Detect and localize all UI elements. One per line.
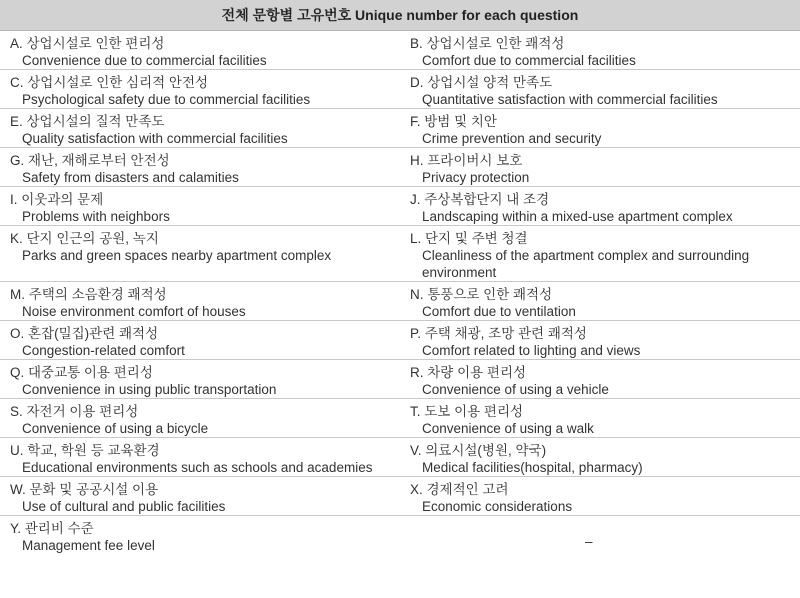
question-label-ko: W. 문화 및 공공시설 이용	[10, 482, 159, 497]
question-label-ko: P. 주택 채광, 조망 관련 쾌적성	[410, 326, 587, 341]
question-label-ko: V. 의료시설(병원, 약국)	[410, 443, 547, 458]
question-label-ko: C. 상업시설로 인한 심리적 안전성	[10, 75, 209, 90]
question-label-ko: Q. 대중교통 이용 편리성	[10, 365, 153, 380]
question-label-ko: K. 단지 인근의 공원, 녹지	[10, 231, 159, 246]
question-label-ko: M. 주택의 소음환경 쾌적성	[10, 287, 167, 302]
question-label-en: Comfort related to lighting and views	[422, 343, 641, 358]
header-row	[0, 0, 800, 31]
table-row	[0, 360, 800, 399]
question-cell-k	[0, 226, 400, 282]
question-cell-x	[400, 477, 800, 516]
table-row	[0, 148, 800, 187]
question-label-ko: E. 상업시설의 질적 만족도	[10, 114, 165, 129]
question-label-ko: O. 혼잡(밀집)관련 쾌적성	[10, 326, 159, 341]
question-cell-l	[400, 226, 800, 282]
table-row	[0, 399, 800, 438]
table-row	[0, 70, 800, 109]
question-label-en: Parks and green spaces nearby apartment complex	[22, 248, 332, 263]
question-label-ko: F. 방범 및 치안	[410, 114, 497, 129]
question-cell-v	[400, 438, 800, 477]
empty-dash: –	[585, 534, 593, 549]
question-label-en: Cleanliness of the apartment complex and surrounding environment	[422, 248, 750, 280]
question-cell-a	[0, 31, 400, 70]
question-label-ko: G. 재난, 재해로부터 안전성	[10, 153, 170, 168]
question-cell-u	[0, 438, 400, 477]
question-label-en: Congestion-related comfort	[22, 343, 185, 358]
table-row	[0, 438, 800, 477]
question-cell-i	[0, 187, 400, 226]
table-row	[0, 516, 800, 555]
question-cell-m	[0, 282, 400, 321]
question-label-en: Medical facilities(hospital, pharmacy)	[422, 460, 643, 475]
question-label-ko: B. 상업시설로 인한 쾌적성	[410, 36, 565, 51]
question-cell-y	[0, 516, 400, 555]
question-cell-j	[400, 187, 800, 226]
question-label-en: Comfort due to ventilation	[422, 304, 576, 319]
question-cell-n	[400, 282, 800, 321]
question-cell-c	[0, 70, 400, 109]
question-cell-g	[0, 148, 400, 187]
question-cell-e	[0, 109, 400, 148]
question-cell-f	[400, 109, 800, 148]
empty-cell	[400, 516, 800, 555]
question-label-ko: Y. 관리비 수준	[10, 521, 94, 536]
question-label-en: Noise environment comfort of houses	[22, 304, 246, 319]
question-label-ko: N. 통풍으로 인한 쾌적성	[410, 287, 553, 302]
question-label-ko: R. 차량 이용 편리성	[410, 365, 527, 380]
question-label-en: Convenience in using public transportation	[22, 382, 277, 397]
question-label-en: Educational environments such as schools and academies	[22, 460, 373, 475]
table-row	[0, 109, 800, 148]
question-label-en: Convenience of using a vehicle	[422, 382, 609, 397]
question-label-en: Landscaping within a mixed-use apartment complex	[422, 209, 733, 224]
question-label-ko: J. 주상복합단지 내 조경	[410, 192, 550, 207]
question-label-en: Convenience of using a walk	[422, 421, 594, 436]
question-cell-p	[400, 321, 800, 360]
question-label-en: Problems with neighbors	[22, 209, 170, 224]
table-row	[0, 226, 800, 282]
question-cell-t	[400, 399, 800, 438]
question-label-ko: X. 경제적인 고려	[410, 482, 509, 497]
question-label-en: Convenience due to commercial facilities	[22, 53, 267, 68]
question-cell-d	[400, 70, 800, 109]
table-row	[0, 282, 800, 321]
table-row	[0, 477, 800, 516]
table-row	[0, 187, 800, 226]
question-cell-w	[0, 477, 400, 516]
question-cell-r	[400, 360, 800, 399]
question-label-en: Convenience of using a bicycle	[22, 421, 209, 436]
question-label-ko: H. 프라이버시 보호	[410, 153, 523, 168]
question-cell-q	[0, 360, 400, 399]
question-label-en: Quality satisfaction with commercial facilities	[22, 131, 288, 146]
question-label-en: Crime prevention and security	[422, 131, 602, 146]
table-header: 전체 문항별 고유번호 Unique number for each question	[0, 0, 800, 31]
question-label-en: Safety from disasters and calamities	[22, 170, 239, 185]
question-label-en: Economic considerations	[422, 499, 573, 514]
table-row	[0, 321, 800, 360]
question-label-ko: D. 상업시설 양적 만족도	[410, 75, 553, 90]
question-label-ko: U. 학교, 학원 등 교육환경	[10, 443, 160, 458]
question-cell-h	[400, 148, 800, 187]
question-label-ko: A. 상업시설로 인한 편리성	[10, 36, 165, 51]
question-label-ko: I. 이웃과의 문제	[10, 192, 104, 207]
table-row	[0, 31, 800, 70]
question-label-en: Privacy protection	[422, 170, 530, 185]
question-label-ko: T. 도보 이용 편리성	[410, 404, 524, 419]
question-label-en: Management fee level	[22, 538, 155, 553]
question-cell-s	[0, 399, 400, 438]
question-label-en: Quantitative satisfaction with commercial facilities	[422, 92, 718, 107]
question-cell-o	[0, 321, 400, 360]
question-label-en: Use of cultural and public facilities	[22, 499, 226, 514]
question-cell-b	[400, 31, 800, 70]
question-label-ko: S. 자전거 이용 편리성	[10, 404, 139, 419]
question-label-ko: L. 단지 및 주변 청결	[410, 231, 528, 246]
question-label-en: Comfort due to commercial facilities	[422, 53, 636, 68]
question-label-en: Psychological safety due to commercial facilities	[22, 92, 311, 107]
